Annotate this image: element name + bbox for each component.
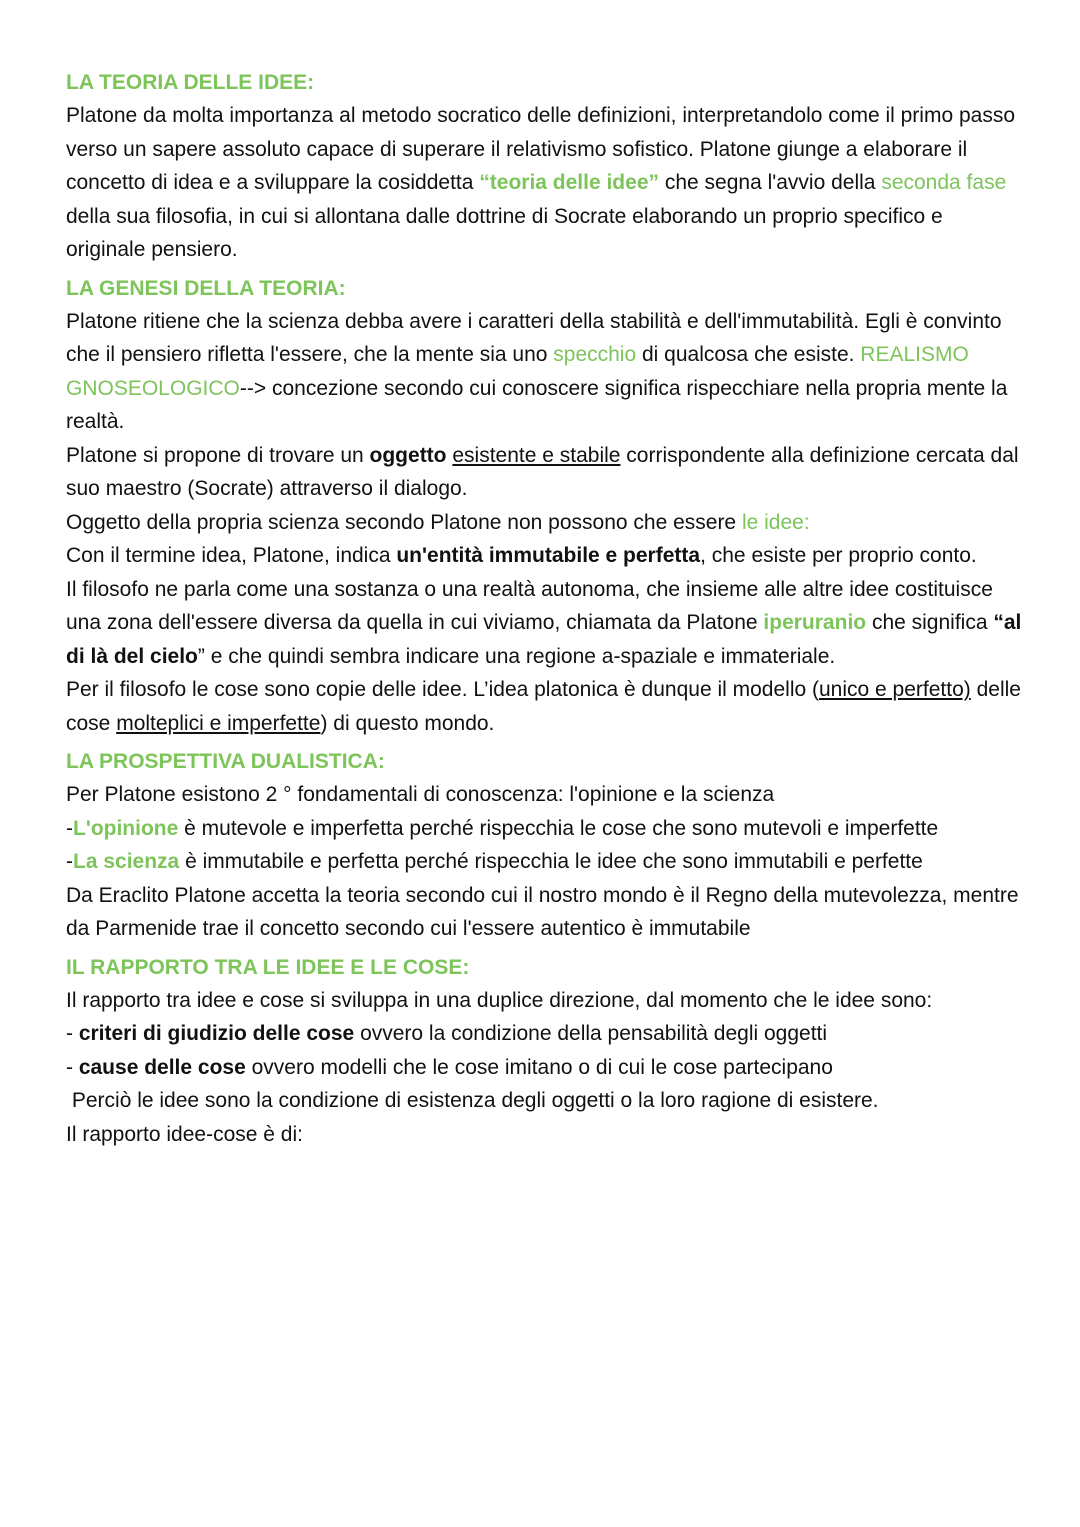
- text: -: [66, 1055, 79, 1079]
- section-prospettiva-dualistica: [66, 745, 1026, 946]
- section-genesi-della-teoria: [66, 272, 1026, 741]
- text: Il filosofo ne parla come una sostanza o una realtà autonoma, che insieme alle altre idee costituisce una zona dell'essere diversa da quella in cui viviamo, chiamata da Platone: [66, 577, 993, 634]
- text: -: [66, 816, 73, 840]
- text: della sua filosofia, in cui si allontana dalle dottrine di Socrate elaborando un proprio specifico e originale pensiero.: [66, 204, 943, 261]
- section-heading: IL RAPPORTO TRA LE IDEE E LE COSE:: [66, 955, 470, 979]
- text: ovvero la condizione della pensabilità degli oggetti: [354, 1022, 828, 1045]
- highlight-text: “teoria delle idee”: [479, 171, 659, 194]
- paragraph: [66, 439, 1026, 506]
- text: Platone da molta importanza al metodo socratico delle definizioni, interpretandolo come il primo passo verso un sapere assoluto capace di superare il relativismo sofistico. Platone giunge a elaborare il concetto di idea e a sviluppare la cosiddetta: [66, 104, 1016, 194]
- text: -: [66, 1022, 79, 1045]
- bold-text: oggetto: [369, 443, 447, 467]
- text: ovvero modelli che le cose imitano o di cui le cose partecipano: [245, 1055, 833, 1079]
- paragraph: [66, 506, 1026, 540]
- list-item: [66, 1017, 1026, 1051]
- paragraph: [66, 812, 1026, 846]
- text: Per il filosofo le cose sono copie delle idee. L’idea platonica è dunque il modello (: [66, 678, 819, 701]
- paragraph: [66, 845, 1026, 879]
- section-heading: LA TEORIA DELLE IDEE:: [66, 71, 315, 94]
- section-heading: LA GENESI DELLA TEORIA:: [66, 276, 346, 300]
- text: , che esiste per proprio conto.: [700, 544, 977, 567]
- paragraph: Perciò le idee sono la condizione di esistenza degli oggetti o la loro ragione di esistere.: [66, 1089, 879, 1112]
- paragraph: [66, 573, 1026, 674]
- text: Platone si propone di trovare un: [66, 443, 370, 467]
- highlight-text: La scienza: [73, 850, 180, 873]
- text: corrispondente alla definizione cercata dal suo maestro (Socrate) attraverso il dialogo.: [66, 443, 1019, 500]
- bold-text: criteri di giudizio delle cose: [78, 1022, 355, 1045]
- text: delle cose: [66, 678, 1021, 735]
- text: è mutevole e imperfetta perché rispecchia le cose che sono mutevoli e imperfette: [178, 816, 939, 840]
- paragraph: Per Platone esistono 2 ° fondamentali di conoscenza: l'opinione e la scienza: [66, 783, 775, 806]
- bold-text: cause delle cose: [78, 1055, 246, 1079]
- text: che significa: [866, 611, 994, 634]
- highlight-text: seconda fase: [881, 171, 1007, 194]
- document-page: [66, 66, 1026, 1156]
- text: di qualcosa che esiste.: [636, 343, 861, 366]
- paragraph: Il rapporto idee-cose è di:: [66, 1122, 303, 1146]
- bold-text: un'entità immutabile e perfetta: [396, 544, 701, 567]
- paragraph: Da Eraclito Platone accetta la teoria secondo cui il nostro mondo è il Regno della mutevolezza, mentre da Parmenide trae il concetto secondo cui l'essere autentico è immutabile: [66, 883, 1019, 940]
- underlined-text: molteplici e imperfette: [116, 711, 321, 735]
- bold-text: “al di là del cielo: [66, 611, 1022, 668]
- text: ) di questo mondo.: [320, 711, 495, 735]
- text: Con il termine idea, Platone, indica: [66, 544, 397, 567]
- section-rapporto-idee-cose: [66, 951, 1026, 1152]
- text: --> concezione secondo cui conoscere significa rispecchiare nella propria mente la realtà.: [66, 376, 1008, 433]
- highlight-text: REALISMO GNOSEOLOGICO: [66, 343, 969, 400]
- text: -: [66, 850, 73, 873]
- list-item: [66, 1051, 1026, 1085]
- underlined-text: esistente e stabile: [452, 443, 621, 467]
- section-heading: LA PROSPETTIVA DUALISTICA:: [66, 750, 385, 773]
- paragraph: [66, 99, 1026, 267]
- text: è immutabile e perfetta perché rispecchia le idee che sono immutabili e perfette: [179, 850, 923, 873]
- highlight-text: L'opinione: [73, 816, 179, 840]
- highlight-text: iperuranio: [763, 611, 867, 634]
- paragraph: [66, 539, 1026, 573]
- paragraph: [66, 673, 1026, 740]
- section-teoria-delle-idee: [66, 66, 1026, 267]
- paragraph: [66, 305, 1026, 439]
- text: Oggetto della propria scienza secondo Platone non possono che essere: [66, 510, 742, 534]
- text: Platone ritiene che la scienza debba avere i caratteri della stabilità e dell'immutabilità. Egli è convinto che il pensiero rifletta l'essere, che la mente sia uno: [66, 309, 1002, 366]
- highlight-text: le idee:: [741, 510, 810, 534]
- text: ” e che quindi sembra indicare una regione a-spaziale e immateriale.: [197, 644, 836, 668]
- highlight-text: specchio: [553, 343, 637, 366]
- paragraph: Il rapporto tra idee e cose si sviluppa in una duplice direzione, dal momento che le idee sono:: [66, 988, 933, 1012]
- text: che segna l'avvio della: [659, 171, 882, 194]
- underlined-text: unico e perfetto): [819, 678, 971, 701]
